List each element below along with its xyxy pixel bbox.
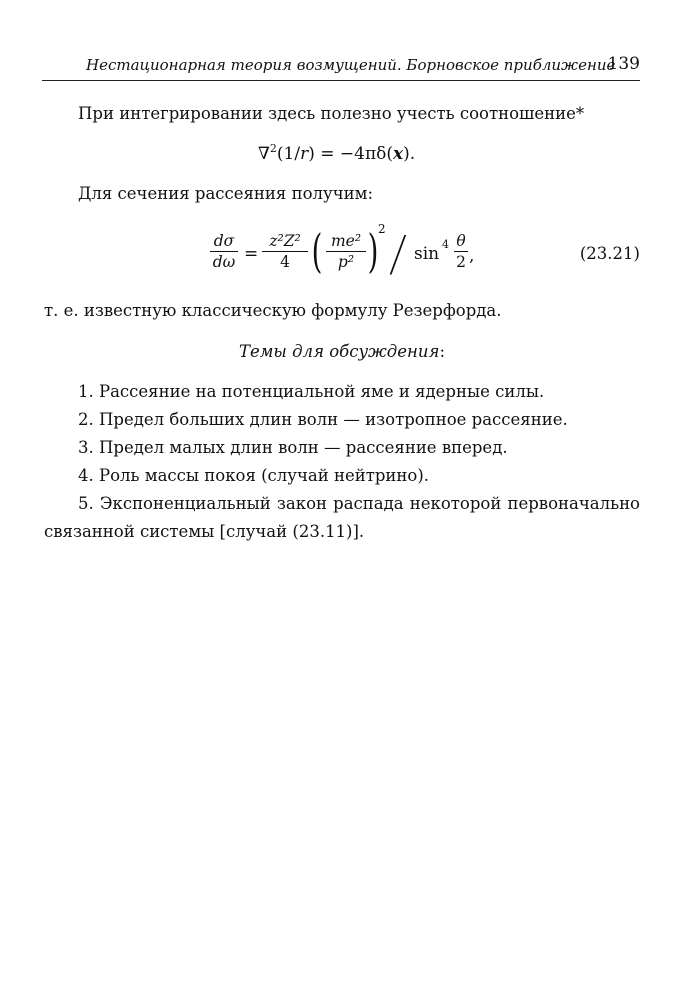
dsigma: dσ	[210, 232, 238, 252]
laplace-tail: ).	[403, 144, 416, 164]
equation-number: (23.21)	[579, 244, 640, 263]
me-squared: me²	[326, 232, 366, 252]
list-item: 3. Предел малых длин волн — рассеяние вперед.	[78, 438, 508, 457]
charge-product: z²Z²	[262, 232, 308, 252]
conclusion-paragraph: т. е. известную классическую формулу Резерфорда.	[44, 301, 502, 320]
theta: θ	[454, 232, 468, 252]
radius-variable: r	[300, 144, 309, 164]
topics-heading-text: Темы для обсуждения	[238, 342, 440, 361]
right-parenthesis: )	[367, 224, 379, 278]
momentum-fraction	[326, 232, 366, 271]
charge-fraction	[262, 232, 308, 271]
p-squared: p²	[337, 253, 355, 271]
domega: dω	[212, 253, 236, 271]
topics-heading-colon: :	[439, 342, 446, 361]
left-parenthesis: (	[311, 224, 323, 278]
theta-half-fraction	[454, 232, 468, 271]
list-item: 2. Предел больших длин волн — изотропное рассеяние.	[78, 410, 568, 429]
running-head	[42, 52, 640, 81]
cross-section-paragraph: Для сечения рассеяния получим:	[78, 184, 374, 203]
trailing-comma: ,	[469, 246, 475, 266]
page-number: 139	[607, 54, 640, 74]
nabla-power: 2	[269, 142, 277, 155]
topics-heading	[0, 342, 684, 361]
position-vector: x	[393, 144, 404, 164]
charge-denominator: 4	[280, 253, 290, 271]
square-exponent: 2	[378, 222, 386, 236]
list-item: 4. Роль массы покоя (случай нейтрино).	[78, 466, 430, 485]
list-item: 5. Экспоненциальный закон распада некоторой первоначально связанной системы [случай (23.11)].	[44, 494, 640, 541]
running-title: Нестационарная теория возмущений. Борновское приближение	[86, 56, 616, 74]
nabla-symbol: ∇	[258, 144, 270, 164]
list-item: 1. Рассеяние на потенциальной яме и ядерные силы.	[78, 382, 545, 401]
intro-paragraph: При интегрировании здесь полезно учесть соотношение*	[78, 104, 585, 123]
sine-power: 4	[442, 238, 449, 251]
laplace-rhs: ) = −4πδ(	[308, 144, 393, 164]
sine-function: sin	[414, 244, 440, 264]
laplace-arg: (1/	[276, 144, 301, 164]
laplace-equation	[258, 144, 415, 164]
division-slash: /	[388, 226, 409, 282]
dsigma-domega-fraction	[210, 232, 238, 271]
rutherford-equation	[210, 222, 510, 282]
equals-sign: =	[244, 244, 259, 264]
two: 2	[456, 253, 466, 271]
